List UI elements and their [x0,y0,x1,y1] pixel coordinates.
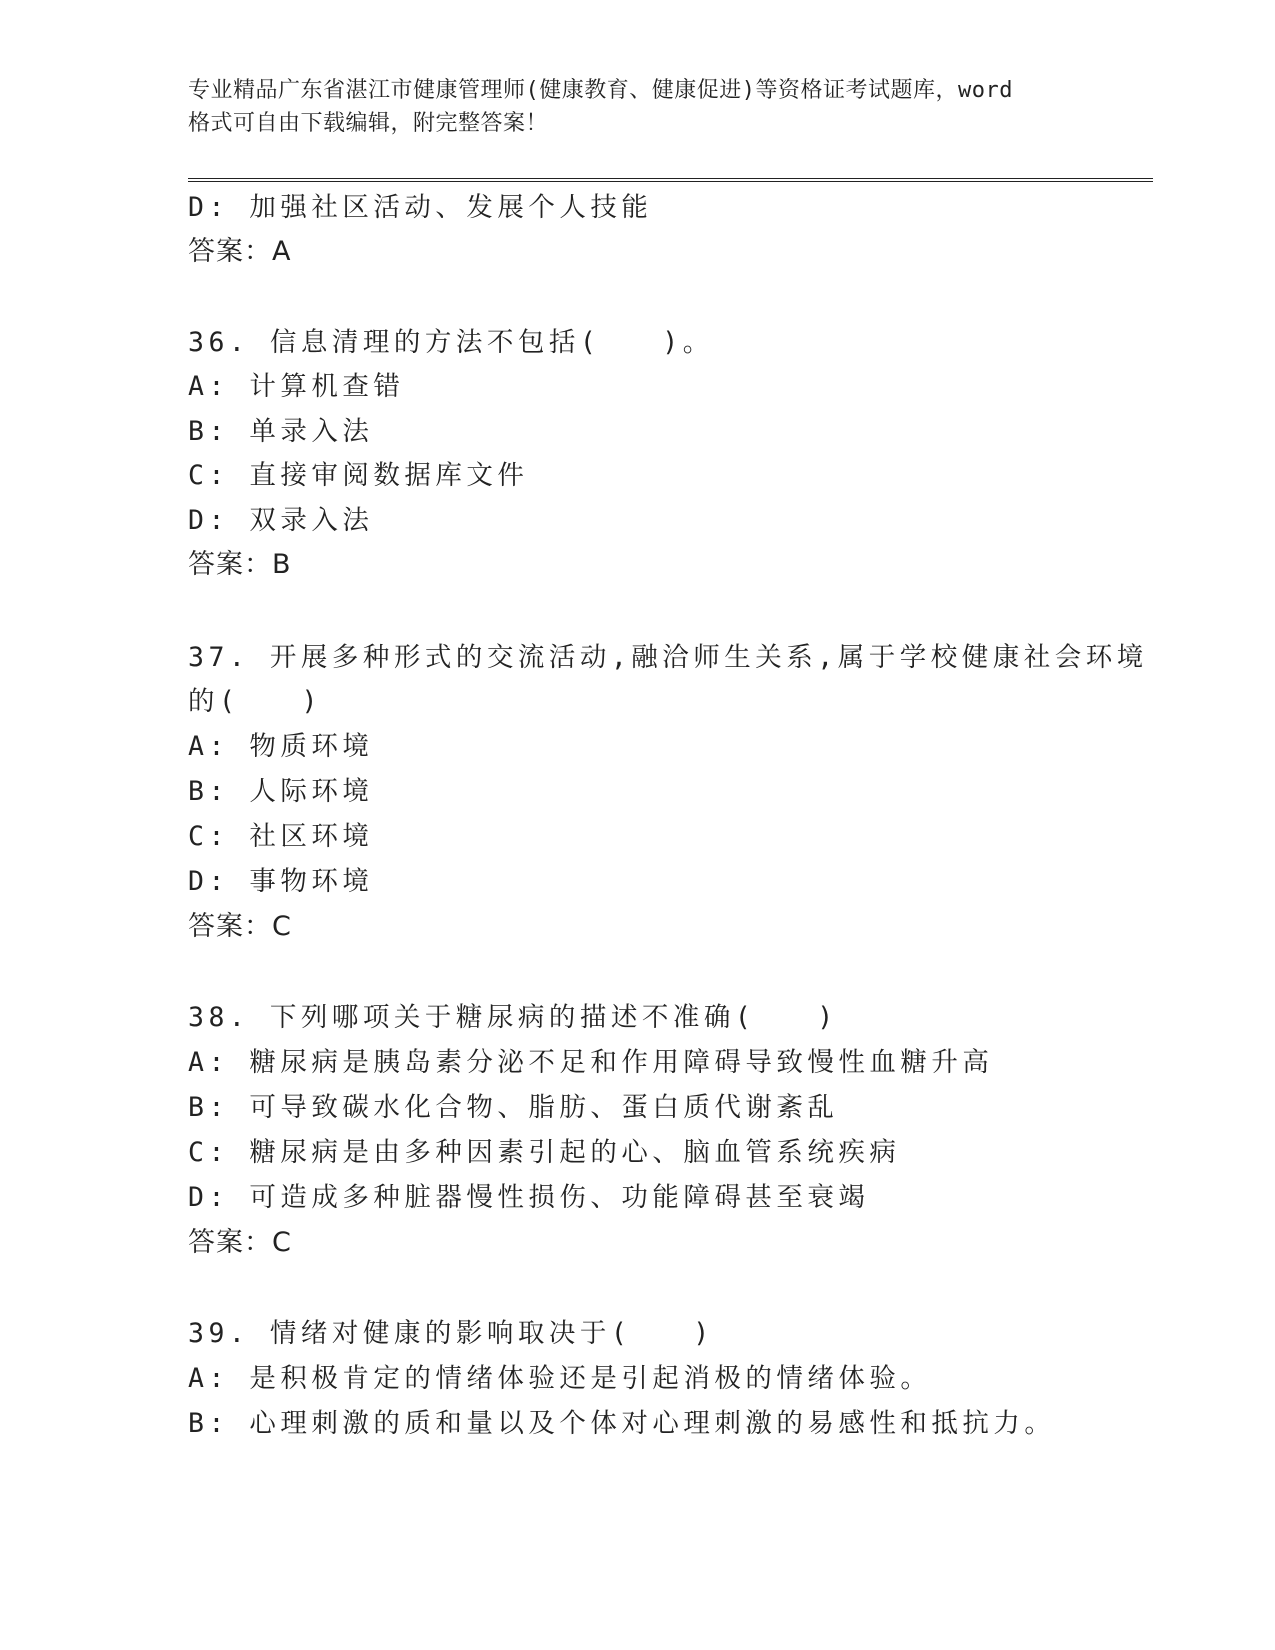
header-divider [188,178,1153,182]
q38-answer: 答案：C [188,1227,292,1258]
q37-stem-line-2: 的( ) [188,686,322,717]
q36-option-c: C: 直接审阅数据库文件 [188,460,529,491]
q37-option-d: D: 事物环境 [188,866,374,897]
q36-option-a: A: 计算机查错 [188,371,405,402]
q38-option-d: D: 可造成多种脏器慢性损伤、功能障碍甚至衰竭 [188,1182,870,1213]
q36-answer: 答案：B [188,549,292,580]
q37-option-b: B: 人际环境 [188,776,374,807]
q39-option-b: B: 心理刺激的质和量以及个体对心理刺激的易感性和抵抗力。 [188,1408,1056,1439]
q37-option-c: C: 社区环境 [188,821,374,852]
q36-option-d: D: 双录入法 [188,505,374,536]
header-line-1: 专业精品广东省湛江市健康管理师(健康教育、健康促进)等资格证考试题库，word [188,78,1013,103]
q38-option-c: C: 糖尿病是由多种因素引起的心、脑血管系统疾病 [188,1137,901,1168]
document-header [188,74,1088,140]
q35-answer: 答案：A [188,236,292,267]
q38-option-b: B: 可导致碳水化合物、脂肪、蛋白质代谢紊乱 [188,1092,839,1123]
q36-stem: 36. 信息清理的方法不包括( )。 [188,327,714,358]
q35-option-d: D: 加强社区活动、发展个人技能 [188,192,653,223]
header-line-2: 格式可自由下载编辑，附完整答案！ [188,111,549,136]
q38-option-a: A: 糖尿病是胰岛素分泌不足和作用障碍导致慢性血糖升高 [188,1047,994,1078]
q37-option-a: A: 物质环境 [188,731,374,762]
q39-stem: 39. 情绪对健康的影响取决于( ) [188,1318,714,1349]
q37-answer: 答案：C [188,911,292,942]
q39-option-a: A: 是积极肯定的情绪体验还是引起消极的情绪体验。 [188,1363,932,1394]
q38-stem: 38. 下列哪项关于糖尿病的描述不准确( ) [188,1002,838,1033]
q37-stem-line-1: 37. 开展多种形式的交流活动,融洽师生关系,属于学校健康社会环境 [188,642,1148,673]
q36-option-b: B: 单录入法 [188,416,374,447]
